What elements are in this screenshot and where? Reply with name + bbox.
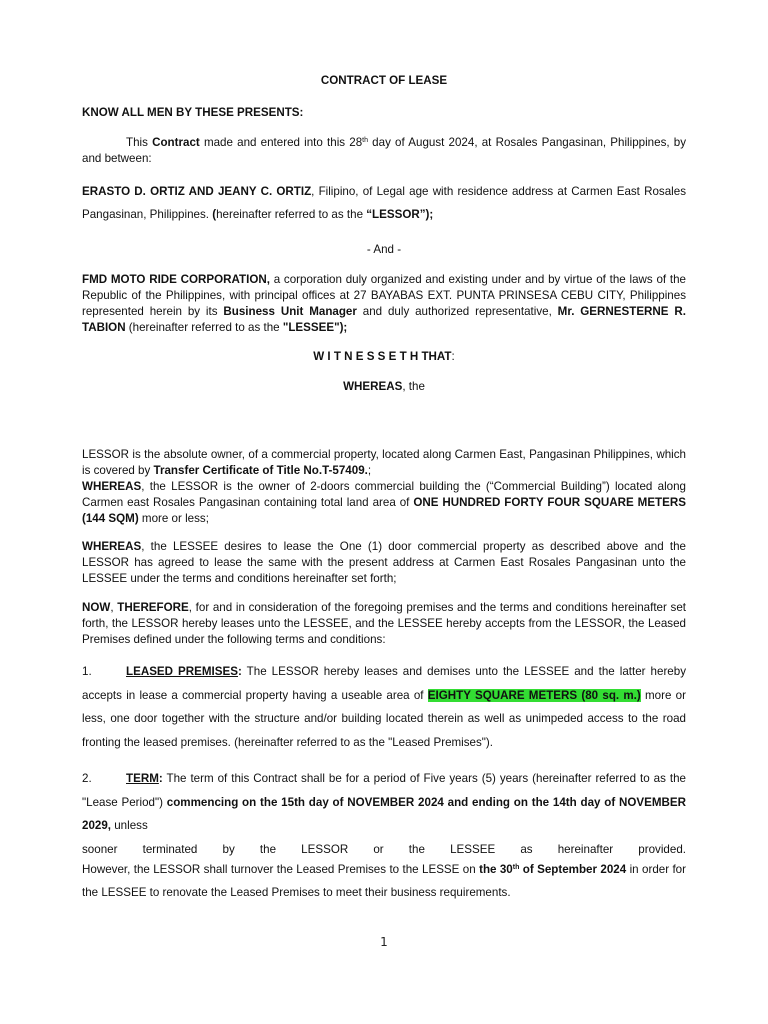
recital-paragraph-1: LESSOR is the absolute owner, of a commercial property, located along Carmen East, Pangasinan Philippines, which is covered by Transfer Certificate of Title No.T-57409.; WHEREAS, the LESSOR is the owner of 2-doors commercial building the (“Commercial Building”) located along Carmen east Rosales Pangasinan containing total land area of ONE HUNDRED FORTY FOUR SQUARE METERS (144 SQM) more or less; bbox=[82, 448, 686, 525]
section-1-number: 1. bbox=[82, 665, 92, 678]
section-2-term: 2. TERM: The term of this Contract shall be for a period of Five years (5) years (hereinafter referred to as the "Lease Period") commencing on the 15th day of NOVEMBER 2024 and ending on the 14th day of NOVEMBER 2029, unless sooner terminated by the LESSOR or the LESSEE as hereinafter provided. bbox=[82, 767, 686, 861]
witnesseth-heading: W I T N E S S E T H THAT: bbox=[313, 350, 455, 363]
section-2-last-line: sooner terminated by the LESSOR or the LESSEE as hereinafter provided. bbox=[82, 842, 686, 856]
lessor-paragraph: ERASTO D. ORTIZ AND JEANY C. ORTIZ, Filipino, of Legal age with residence address at Carmen East Rosales Pangasinan, Philippines. (hereinafter referred to as the “LESSOR”); bbox=[82, 185, 686, 221]
section-1-heading: LEASED PREMISES bbox=[126, 665, 238, 678]
section-2-heading: TERM bbox=[126, 772, 159, 785]
intro-paragraph: This Contract made and entered into this 28th day of August 2024, at Rosales Pangasinan, Philippines, by and between: bbox=[82, 136, 687, 165]
section-1-leased-premises: 1. LEASED PREMISES: The LESSOR hereby leases and demises unto the LESSEE and the latter hereby accepts in lease a commercial property having a useable area of EIGHTY SQUARE METERS (80 sq. m.) more or less, one door together with the structure and/or building located therein as well as unimpeded access to the road fronting the leased premises. (hereinafter referred to as the "Leased Premises"). bbox=[82, 660, 686, 754]
section-2-number: 2. bbox=[82, 772, 92, 785]
now-therefore-paragraph: NOW, THEREFORE, for and in consideration of the foregoing premises and the terms and conditions hereinafter set forth, the LESSOR hereby leases unto the LESSEE, and the LESSEE hereby accepts from the LESSOR, the Leased Premises defined under the following terms and conditions: bbox=[82, 601, 686, 646]
lessee-paragraph: FMD MOTO RIDE CORPORATION, a corporation duly organized and existing under and by virtue of the laws of the Republic of the Philippines, with principal offices at 27 BAYABAS EXT. PUNTA PRINSESA CEBU CITY, Philippines represented herein by its Business Unit Manager and duly authorized representative, Mr. GERNESTERNE R. TABION (hereinafter referred to as the "LESSEE"); bbox=[82, 273, 686, 334]
document-title: CONTRACT OF LEASE bbox=[320, 74, 448, 87]
turnover-paragraph: However, the LESSOR shall turnover the Leased Premises to the LESSE on the 30th of September 2024 in order for the LESSEE to renovate the Leased Premises to meet their business requirements. bbox=[82, 863, 686, 899]
highlighted-area: EIGHTY SQUARE METERS (80 sq. m.) bbox=[427, 688, 641, 702]
whereas-heading: WHEREAS, the bbox=[343, 380, 425, 393]
page-number: 1 bbox=[380, 935, 388, 949]
recital-paragraph-3: WHEREAS, the LESSEE desires to lease the One (1) door commercial property as described above and the LESSOR has agreed to lease the same with the present address at Carmen East Rosales Pangasinan unto the LESSEE under the terms and conditions hereinafter set forth; bbox=[82, 540, 686, 585]
know-all-men-heading: KNOW ALL MEN BY THESE PRESENTS: bbox=[82, 106, 304, 119]
and-separator: - And - bbox=[366, 243, 402, 256]
